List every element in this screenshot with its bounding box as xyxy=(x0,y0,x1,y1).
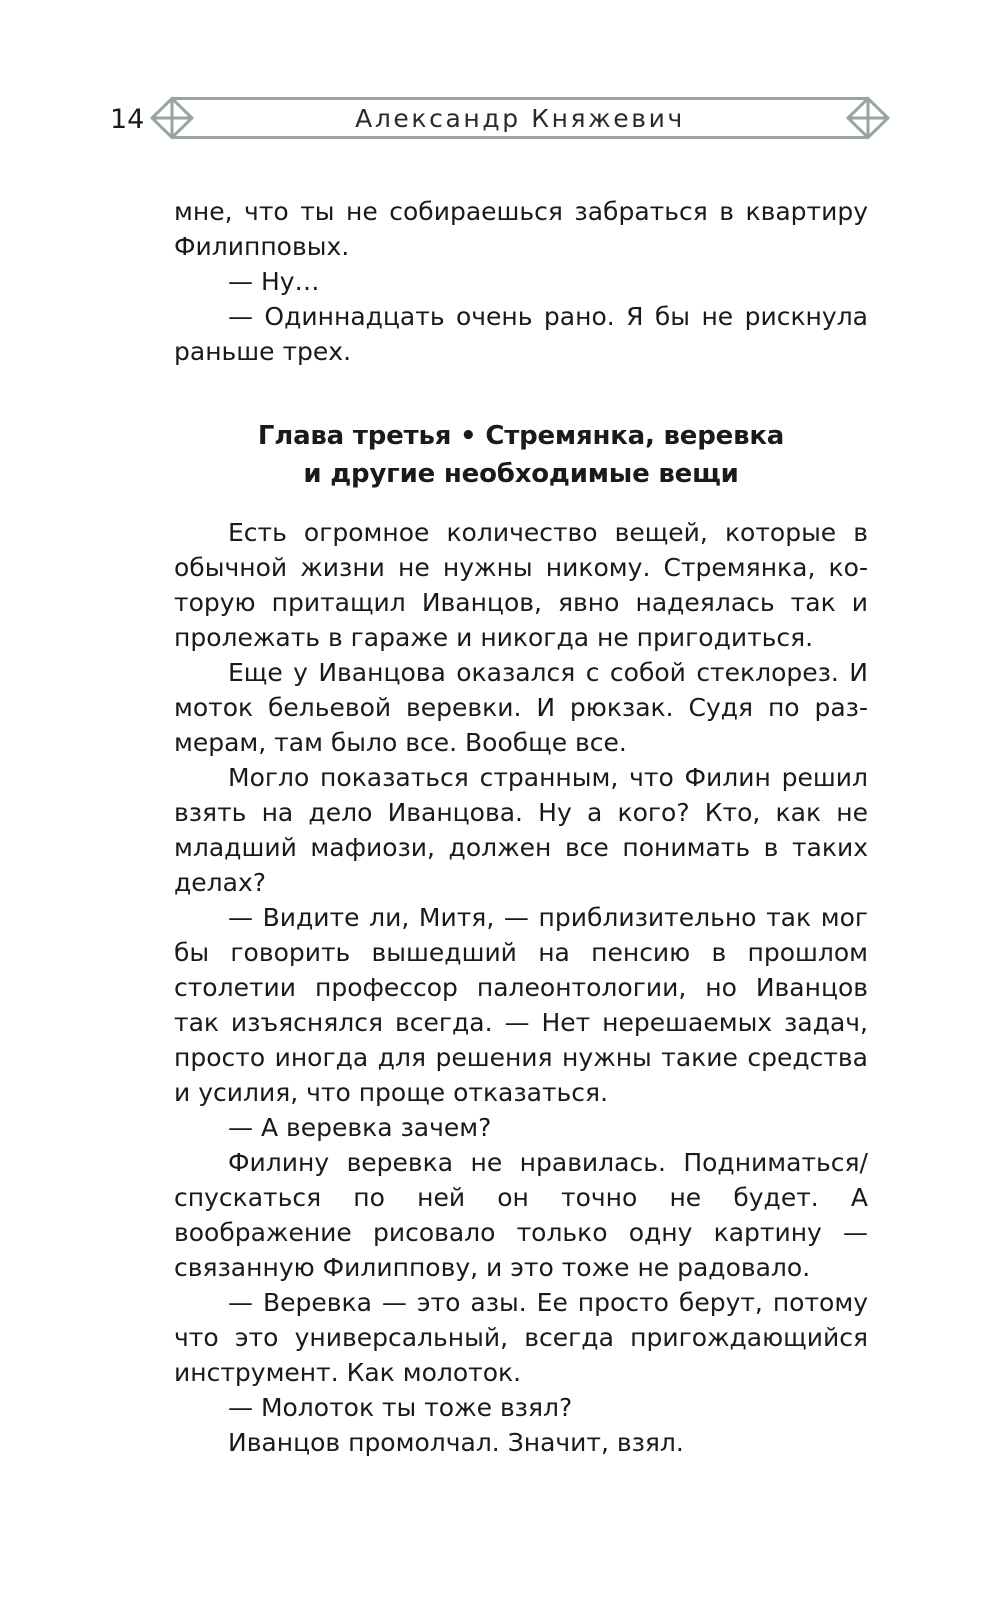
page-body xyxy=(174,194,868,1460)
paragraph: Могло показаться странным, что Филин решил взять на дело Иванцова. Ну а кого? Кто, как не младший мафиози, должен все понимать в таких делах? xyxy=(174,763,868,897)
diamond-ornament-icon xyxy=(848,99,888,138)
chapter-heading xyxy=(174,417,868,493)
paragraph: Еще у Иванцова оказался с собой стеклорез. И моток бельевой веревки. И рюкзак. Судя по размерам, там было все. Вообще все. xyxy=(174,658,868,757)
paragraph: — Одиннадцать очень рано. Я бы не рискнула раньше трех. xyxy=(174,302,868,366)
page-number: 14 xyxy=(110,104,145,135)
paragraph: Есть огромное количество вещей, которые в обычной жизни не нужны никому. Стремянка, которую притащил Иванцов, явно надеялась так и пролежать в гараже и никогда не пригодиться. xyxy=(174,518,868,652)
paragraph: — Ну… xyxy=(228,267,320,296)
paragraph: — Видите ли, Митя, — приблизительно так мог бы говорить вышедший на пенсию в прошлом столетии профессор палеонтологии, но Иванцов так изъяснялся всегда. — Нет нерешаемых задач, просто иногда для решения нужны такие средства и усилия, что проще отказаться. xyxy=(174,903,868,1107)
chapter-heading-line: и другие необходимые вещи xyxy=(303,459,739,489)
paragraph: — А веревка зачем? xyxy=(228,1113,492,1142)
paragraph: — Веревка — это азы. Ее просто берут, потому что это универсальный, всегда пригождающийся инструмент. Как молоток. xyxy=(174,1288,868,1387)
paragraph: мне, что ты не собираешься забраться в квартиру Филипповых. xyxy=(174,197,868,261)
running-title: Александр Княжевич xyxy=(355,104,685,133)
paragraph: Иванцов промолчал. Значит, взял. xyxy=(228,1428,684,1457)
page-header xyxy=(0,0,1000,160)
diamond-ornament-icon xyxy=(152,99,192,138)
paragraph: Филину веревка не нравилась. Подниматься/ спускаться по ней он точно не будет. А воображение рисовало только одну картину — связанную Филиппову, и это тоже не радовало. xyxy=(174,1148,868,1282)
paragraph: — Молоток ты тоже взял? xyxy=(228,1393,573,1422)
chapter-heading-line: Глава третья • Стремянка, веревка xyxy=(257,421,785,451)
